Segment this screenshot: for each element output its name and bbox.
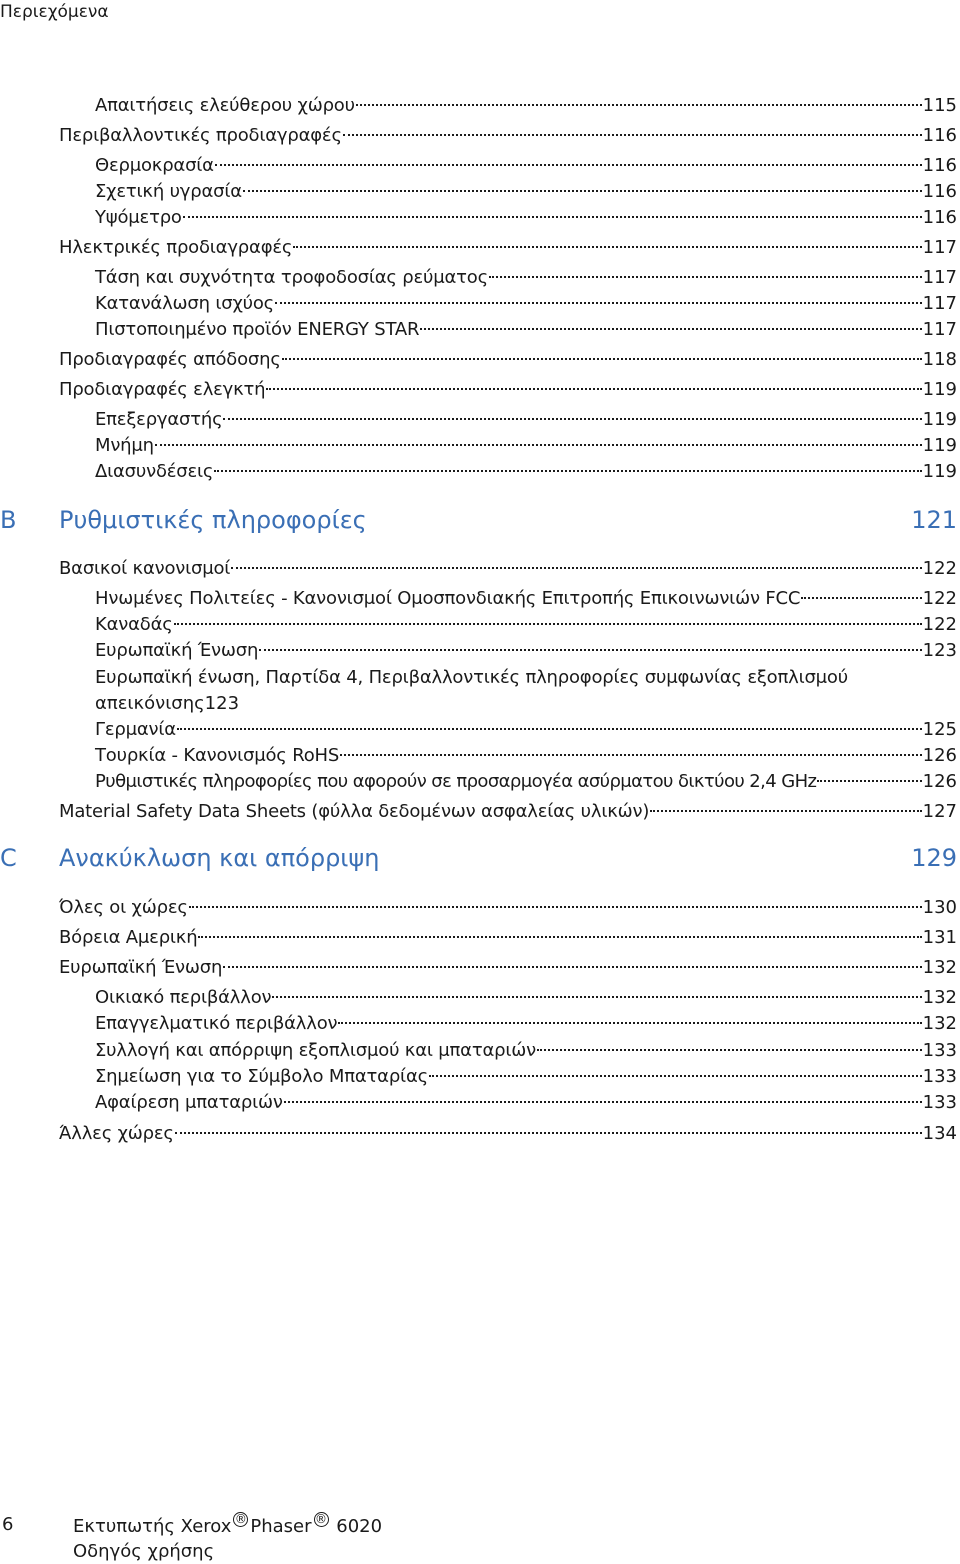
toc-entry[interactable] bbox=[95, 587, 957, 611]
toc-leader bbox=[223, 966, 921, 968]
toc-entry[interactable] bbox=[95, 1039, 957, 1063]
toc-entry[interactable] bbox=[95, 180, 957, 204]
toc-entry-page: 134 bbox=[922, 1123, 957, 1144]
toc-entry-page: 133 bbox=[922, 1066, 957, 1087]
toc-entry-title: Προδιαγραφές ελεγκτή bbox=[59, 379, 266, 400]
toc-entry-page: 126 bbox=[922, 771, 957, 792]
toc-entry-page: 127 bbox=[922, 801, 957, 822]
toc-entry-title: Καναδάς bbox=[95, 614, 173, 635]
page-number: 6 bbox=[2, 1514, 14, 1535]
toc-leader bbox=[266, 388, 921, 390]
toc-leader bbox=[275, 302, 922, 304]
toc-entry[interactable] bbox=[95, 770, 957, 794]
toc-leader bbox=[343, 134, 922, 136]
toc-entry-title: Αφαίρεση μπαταριών bbox=[95, 1092, 283, 1113]
toc-leader bbox=[282, 358, 922, 360]
toc-entry-wrapped[interactable] bbox=[95, 666, 957, 716]
toc-entry[interactable] bbox=[59, 896, 957, 920]
toc-leader bbox=[338, 1022, 921, 1024]
toc-leader bbox=[198, 936, 921, 938]
toc-entry-page: 132 bbox=[922, 1013, 957, 1034]
toc-entry-title: Συλλογή και απόρριψη εξοπλισμού και μπαταριών bbox=[95, 1040, 536, 1061]
toc-entry[interactable] bbox=[59, 926, 957, 950]
toc-entry-page: 116 bbox=[922, 125, 957, 146]
toc-leader bbox=[537, 1049, 922, 1051]
toc-entry-title: Όλες οι χώρες bbox=[59, 897, 188, 918]
toc-entry-title: Ευρωπαϊκή Ένωση bbox=[59, 957, 223, 978]
toc-entry-title-line2: απεικόνισης bbox=[95, 693, 205, 714]
toc-leader bbox=[215, 164, 922, 166]
product-name: Phaser bbox=[250, 1516, 312, 1537]
toc-entry[interactable] bbox=[95, 434, 957, 458]
toc-entry-page: 119 bbox=[922, 435, 957, 456]
toc-entry-title: Τουρκία - Κανονισμός RoHS bbox=[95, 745, 340, 766]
toc-entry-title: Γερμανία bbox=[95, 719, 176, 740]
footer-product-line bbox=[73, 1512, 382, 1539]
toc-entry-page: 117 bbox=[922, 237, 957, 258]
toc-entry-title: Οικιακό περιβάλλον bbox=[95, 987, 272, 1008]
toc-entry-page: 117 bbox=[922, 293, 957, 314]
toc-entry[interactable] bbox=[95, 613, 957, 637]
toc-entry[interactable] bbox=[95, 154, 957, 178]
toc-entry[interactable] bbox=[59, 800, 957, 824]
toc-entry-title: Διασυνδέσεις bbox=[95, 461, 214, 482]
toc-entry-title: Material Safety Data Sheets (φύλλα δεδομένων ασφαλείας υλικών) bbox=[59, 801, 650, 822]
toc-entry-title: Απαιτήσεις ελεύθερου χώρου bbox=[95, 95, 355, 116]
toc-entry-title-line1: Ευρωπαϊκή ένωση, Παρτίδα 4, Περιβαλλοντικές πληροφορίες συμφωνίας εξοπλισμού bbox=[95, 667, 848, 688]
toc-entry-title: Άλλες χώρες bbox=[59, 1123, 174, 1144]
toc-entry[interactable] bbox=[95, 94, 957, 118]
toc-leader bbox=[183, 216, 922, 218]
toc-entry-title: Υψόμετρο bbox=[95, 207, 182, 228]
toc-entry[interactable] bbox=[59, 956, 957, 980]
toc-entry-page: 122 bbox=[922, 558, 957, 579]
registered-mark-icon: ® bbox=[315, 1512, 328, 1526]
toc-entry-title: Ηλεκτρικές προδιαγραφές bbox=[59, 237, 293, 258]
toc-entry-page: 119 bbox=[922, 461, 957, 482]
chapter-title: Ρυθμιστικές πληροφορίες bbox=[59, 506, 367, 534]
toc-leader bbox=[189, 906, 922, 908]
toc-entry[interactable] bbox=[95, 1091, 957, 1115]
toc-entry-title: Τάση και συχνότητα τροφοδοσίας ρεύματος bbox=[95, 267, 488, 288]
toc-leader bbox=[155, 444, 922, 446]
toc-entry-page: 130 bbox=[922, 897, 957, 918]
toc-entry-title: Βασικοί κανονισμοί bbox=[59, 558, 231, 579]
toc-leader bbox=[174, 623, 922, 625]
toc-entry[interactable] bbox=[95, 718, 957, 742]
toc-entry-page: 122 bbox=[922, 614, 957, 635]
toc-entry[interactable] bbox=[95, 292, 957, 316]
toc-entry-title: Περιβαλλοντικές προδιαγραφές bbox=[59, 125, 342, 146]
chapter-page: 129 bbox=[911, 844, 957, 872]
toc-leader bbox=[340, 754, 922, 756]
toc-leader bbox=[293, 246, 921, 248]
toc-entry-page: 125 bbox=[922, 719, 957, 740]
toc-entry-page: 116 bbox=[922, 155, 957, 176]
toc-entry[interactable] bbox=[95, 206, 957, 230]
toc-entry-page: 123 bbox=[204, 693, 240, 714]
toc-entry[interactable] bbox=[95, 408, 957, 432]
toc-entry-page: 118 bbox=[922, 349, 957, 370]
toc-entry-page: 123 bbox=[922, 640, 957, 661]
product-model: 6020 bbox=[336, 1516, 383, 1537]
toc-entry[interactable] bbox=[95, 460, 957, 484]
toc-entry-page: 117 bbox=[922, 267, 957, 288]
toc-leader bbox=[214, 470, 921, 472]
footer-product-info bbox=[73, 1512, 382, 1564]
footer-guide-title: Οδηγός χρήσης bbox=[73, 1541, 215, 1562]
toc-entry-title: Κατανάλωση ισχύος bbox=[95, 293, 275, 314]
toc-leader bbox=[817, 780, 921, 782]
toc-entry[interactable] bbox=[95, 986, 957, 1010]
chapter-heading-b[interactable] bbox=[0, 500, 957, 540]
toc-entry-page: 132 bbox=[922, 987, 957, 1008]
toc-entry-title: Σχετική υγρασία bbox=[95, 181, 242, 202]
toc-entry[interactable] bbox=[59, 236, 957, 260]
chapter-page: 121 bbox=[911, 506, 957, 534]
toc-entry-title: Ευρωπαϊκή Ένωση bbox=[95, 640, 259, 661]
toc-entry[interactable] bbox=[95, 318, 957, 342]
toc-entry-page: 115 bbox=[922, 95, 957, 116]
toc-entry-page: 122 bbox=[922, 588, 957, 609]
toc-entry-title: Επεξεργαστής bbox=[95, 409, 223, 430]
toc-leader bbox=[175, 1132, 922, 1134]
toc-leader bbox=[259, 649, 921, 651]
chapter-title: Ανακύκλωση και απόρριψη bbox=[59, 844, 380, 872]
chapter-heading-c[interactable] bbox=[0, 838, 957, 878]
toc-entry[interactable] bbox=[95, 639, 957, 663]
toc-entry[interactable] bbox=[95, 1012, 957, 1036]
toc-entry-title: Πιστοποιημένο προϊόν ENERGY STAR bbox=[95, 319, 420, 340]
running-header: Περιεχόμενα bbox=[0, 2, 109, 22]
toc-entry-title: Μνήμη bbox=[95, 435, 154, 456]
toc-entry-title: Ηνωμένες Πολιτείες - Κανονισμοί Ομοσπονδιακής Επιτροπής Επικοινωνιών FCC bbox=[95, 588, 801, 609]
toc-leader bbox=[801, 597, 921, 599]
toc-leader bbox=[650, 810, 921, 812]
toc-leader bbox=[284, 1101, 922, 1103]
toc-leader bbox=[231, 567, 921, 569]
toc-entry-title: Θερμοκρασία bbox=[95, 155, 214, 176]
toc-entry-page: 119 bbox=[922, 409, 957, 430]
toc-entry-page: 133 bbox=[922, 1040, 957, 1061]
toc-leader bbox=[243, 190, 922, 192]
toc-entry-title: Προδιαγραφές απόδοσης bbox=[59, 349, 281, 370]
toc-entry-page: 132 bbox=[922, 957, 957, 978]
toc-entry-page: 117 bbox=[922, 319, 957, 340]
toc-entry[interactable] bbox=[59, 348, 957, 372]
toc-entry[interactable] bbox=[59, 557, 957, 581]
toc-entry-page: 116 bbox=[922, 207, 957, 228]
toc-leader bbox=[272, 996, 921, 998]
toc-entry-title: Ρυθμιστικές πληροφορίες που αφορούν σε προσαρμογέα ασύρματου δικτύου 2,4 GHz bbox=[95, 771, 817, 792]
toc-entry-title: Επαγγελματικό περιβάλλον bbox=[95, 1013, 338, 1034]
toc-entry[interactable] bbox=[95, 744, 957, 768]
toc-entry-page: 116 bbox=[922, 181, 957, 202]
toc-leader bbox=[356, 104, 922, 106]
toc-leader bbox=[429, 1075, 922, 1077]
toc-entry[interactable] bbox=[59, 124, 957, 148]
toc-entry-page: 126 bbox=[922, 745, 957, 766]
chapter-letter: B bbox=[0, 506, 17, 534]
toc-entry-page: 131 bbox=[922, 927, 957, 948]
toc-leader bbox=[420, 328, 921, 330]
toc-entry[interactable] bbox=[95, 1065, 957, 1089]
toc-entry[interactable] bbox=[95, 266, 957, 290]
toc-entry-title: Βόρεια Αμερική bbox=[59, 927, 198, 948]
toc-leader bbox=[489, 276, 922, 278]
toc-leader bbox=[177, 728, 922, 730]
toc-entry-page: 119 bbox=[922, 379, 957, 400]
chapter-letter: C bbox=[0, 844, 17, 872]
toc-entry-line2 bbox=[95, 692, 957, 716]
toc-entry[interactable] bbox=[59, 378, 957, 402]
toc-entry-title: Σημείωση για το Σύμβολο Μπαταρίας bbox=[95, 1066, 428, 1087]
toc-leader bbox=[223, 418, 921, 420]
product-prefix: Εκτυπωτής Xerox bbox=[73, 1516, 232, 1537]
toc-entry[interactable] bbox=[59, 1122, 957, 1146]
registered-mark-icon: ® bbox=[234, 1512, 247, 1526]
toc-entry-page: 133 bbox=[922, 1092, 957, 1113]
